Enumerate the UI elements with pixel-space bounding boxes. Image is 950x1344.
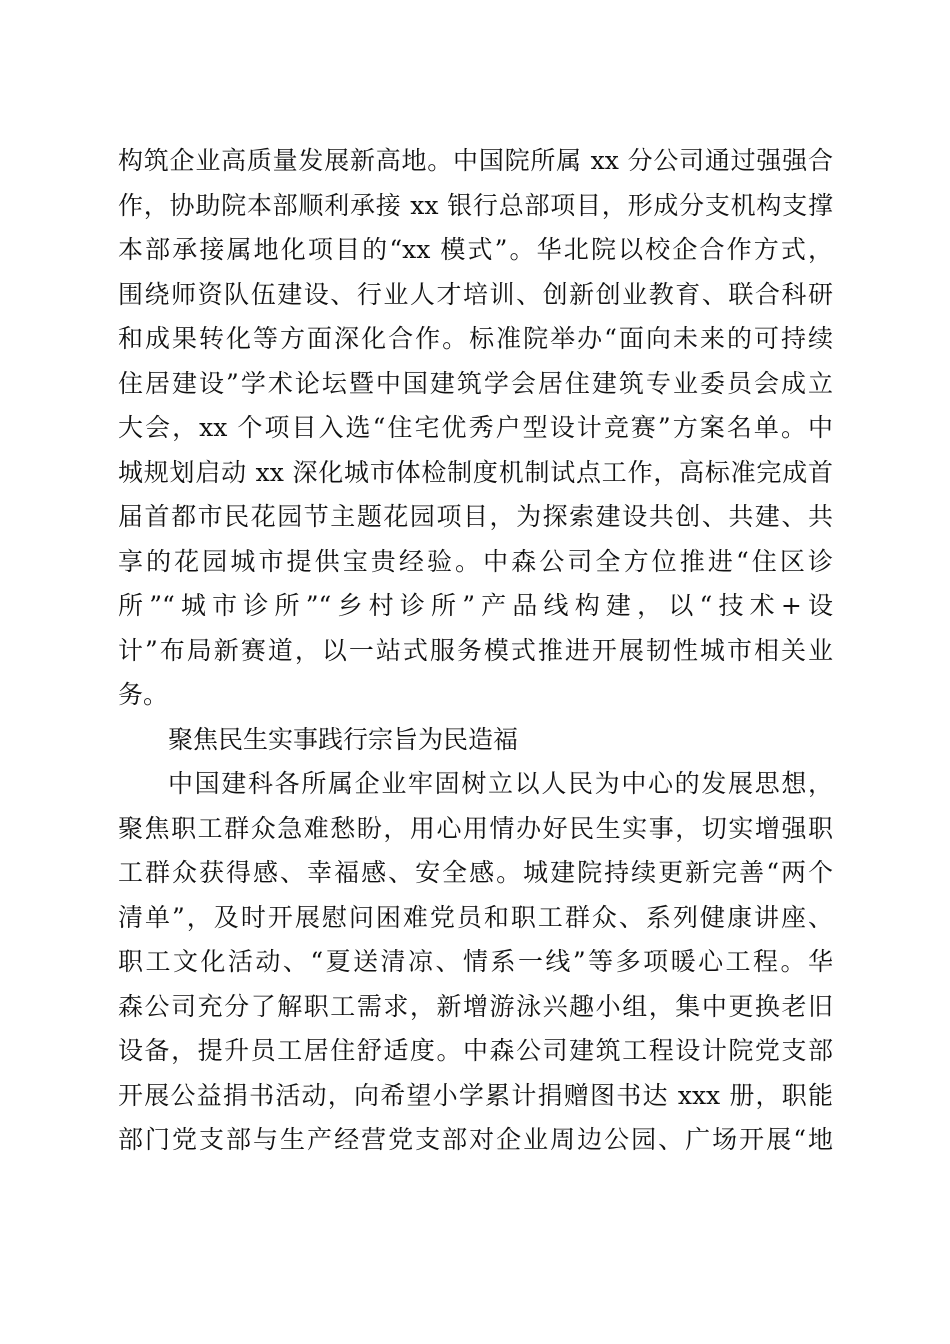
paragraph-1-line: 所”“城市诊所”“乡村诊所”产品线构建，以“技术+设 — [118, 591, 833, 620]
paragraph-1-line: 本部承接属地化项目的“xx 模式”。华北院以校企合作方式， — [118, 235, 833, 264]
paragraph-2-line: 森公司充分了解职工需求，新增游泳兴趣小组，集中更换老旧 — [118, 991, 833, 1021]
paragraph-2-line: 中国建科各所属企业牢固树立以人民为中心的发展思想， — [168, 769, 833, 798]
paragraph-1-line: 围绕师资队伍建设、行业人才培训、创新创业教育、联合科研 — [118, 279, 833, 309]
paragraph-1-line: 城规划启动 xx 深化城市体检制度机制试点工作，高标准完成首 — [118, 457, 833, 487]
paragraph-2-line: 清单”，及时开展慰问困难党员和职工群众、系列健康讲座、 — [118, 902, 833, 932]
paragraph-1-line: 大会，xx 个项目入选“住宅优秀户型设计竞赛”方案名单。中 — [118, 413, 833, 442]
paragraph-1-line: 届首都市民花园节主题花园项目，为探索建设共创、共建、共 — [118, 502, 833, 531]
paragraph-2-line: 聚焦职工群众急难愁盼，用心用情办好民生实事，切实增强职 — [118, 813, 833, 843]
paragraph-1-line: 住居建设”学术论坛暨中国建筑学会居住建筑专业委员会成立 — [118, 368, 833, 398]
paragraph-2-line: 设备，提升员工居住舒适度。中森公司建筑工程设计院党支部 — [118, 1036, 833, 1065]
paragraph-2-line: 工群众获得感、幸福感、安全感。城建院持续更新完善“两个 — [118, 858, 833, 887]
paragraph-1-line: 和成果转化等方面深化合作。标准院举办“面向未来的可持续 — [118, 324, 833, 353]
paragraph-1-line: 务。 — [118, 680, 169, 709]
paragraph-1-line: 享的花园城市提供宝贵经验。中森公司全方位推进“住区诊 — [118, 546, 833, 576]
paragraph-1-line: 计”布局新赛道，以一站式服务模式推进开展韧性城市相关业 — [118, 635, 833, 665]
section-heading: 聚焦民生实事践行宗旨为民造福 — [168, 724, 519, 754]
paragraph-2-line: 部门党支部与生产经营党支部对企业周边公园、广场开展“地 — [118, 1125, 833, 1154]
paragraph-2-line: 开展公益捐书活动，向希望小学累计捐赠图书达 xxx 册，职能 — [118, 1080, 833, 1110]
paragraph-1-line: 构筑企业高质量发展新高地。中国院所属 xx 分公司通过强强合 — [118, 146, 833, 175]
paragraph-2-line: 职工文化活动、“夏送清凉、情系一线”等多项暖心工程。华 — [118, 947, 833, 976]
document-body — [118, 139, 833, 1163]
paragraph-1-line: 作，协助院本部顺利承接 xx 银行总部项目，形成分支机构支撑 — [118, 190, 833, 220]
